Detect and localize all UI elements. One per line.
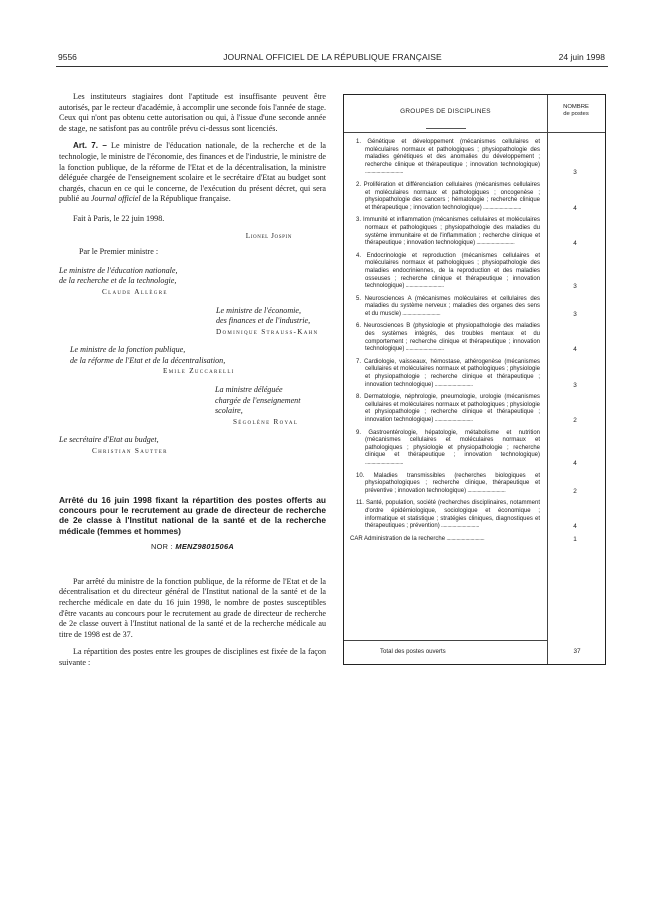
discipline-group: 10. Maladies transmissibles (recherches biologiques et physiopathologiques ; recherche clinique, thérapeutique et préventive ; innovation technologique) .............................. <box>356 472 540 494</box>
dot-leader: .............................. <box>433 417 473 423</box>
signature-name: Ségolène Royal <box>233 417 299 426</box>
nor-reference <box>59 542 326 553</box>
table-row <box>344 359 605 389</box>
post-count: 3 <box>573 283 577 291</box>
arrete-paragraph: La répartition des postes entre les groupes de disciplines est fixée de la façon suivante : <box>59 647 326 667</box>
postes-table <box>343 94 606 665</box>
signature-title: Le ministre de l'éducation nationale, <box>59 265 178 275</box>
nor-label: NOR : <box>150 542 173 552</box>
discipline-group: 2. Prolifération et différenciation cellulaires (mécanismes cellulaires et moléculaires normaux et pathologiques ; oncogenèse ; physiopathologie des cancers ; hématologie ; recherche clinique et thérapeutique ; innovation technologique) .............................. <box>356 181 540 211</box>
discipline-group: 8. Dermatologie, néphrologie, pneumologie, urologie (mécanismes cellulaires et moléculaires normaux et pathologiques ; physiologie et physiopathologie ; recherche clinique et thérapeutique ; innovation technologique) .............................. <box>356 394 540 423</box>
left-column <box>59 92 326 676</box>
post-count: 4 <box>573 523 577 531</box>
table-row <box>344 182 605 212</box>
article-7-end: de la République française. <box>142 194 231 204</box>
arrete-body <box>59 577 326 669</box>
total-value: 37 <box>573 648 581 655</box>
column-header-count-line: NOMBRE <box>563 104 589 110</box>
journal-officiel-ref: Journal officiel <box>90 194 141 204</box>
signature-budget <box>59 435 326 456</box>
article-7-label: Art. 7. – <box>73 141 107 151</box>
signature-title: Le ministre de la fonction publique, <box>70 345 186 355</box>
dot-leader: .............................. <box>404 346 444 353</box>
publication-date: 24 juin 1998 <box>558 52 605 62</box>
dot-leader: .............................. <box>466 487 506 494</box>
dot-leader: .............................. <box>365 459 404 466</box>
table-row <box>344 139 605 177</box>
signature-title: des finances et de l'industrie, <box>216 316 311 326</box>
post-count: 4 <box>573 240 577 248</box>
post-count: 3 <box>573 381 577 389</box>
signature-name: Claude Allègre <box>102 287 168 296</box>
header-rule <box>56 66 608 67</box>
discipline-group: 1. Génétique et développement (mécanismes cellulaires et moléculaires normaux et pathologiques ; physiopathologie des maladies génétiques et des anomalies du développement ; recherche clinique et thérapeutique ; innovation technologique) .............................. <box>356 139 540 176</box>
post-count: 4 <box>573 346 577 354</box>
dot-leader: .............................. <box>404 283 444 290</box>
dot-leader: .............................. <box>401 310 441 317</box>
table-row <box>344 394 605 424</box>
table-row <box>344 430 605 468</box>
nor-code: MENZ9801506A <box>175 542 235 552</box>
discipline-group: CAR Administration de la recherche .............................. <box>350 535 485 542</box>
table-row <box>344 217 605 247</box>
table-row <box>344 296 605 319</box>
dot-leader: .............................. <box>445 535 485 542</box>
table-row <box>344 500 605 530</box>
signature-title: chargée de l'enseignement scolaire, <box>215 395 301 416</box>
dot-leader: .............................. <box>433 381 473 388</box>
post-count: 3 <box>573 310 577 318</box>
discipline-group: 5. Neurosciences A (mécanismes moléculaires et cellulaires des maladies du système nerveux ; maladies des organes des sens et du muscle) .............................. <box>356 295 540 317</box>
discipline-group: 11. Santé, population, société (recherches disciplinaires, notamment d'ordre épidémiologique, sociologique et économique ; informatique et statistique ; stratégies cliniques, diagnostiques et thérapeutiques ; prévention) .............................. <box>356 500 540 530</box>
post-count: 4 <box>573 204 577 212</box>
discipline-group: 4. Endocrinologie et reproduction (mécanismes cellulaires et moléculaires normaux et pathologiques ; physiopathologie des maladies endocriniennes, de la reproduction et des maladies osseuses ; recherche clinique et thérapeutique ; innovation technologique) .............................. <box>356 252 540 290</box>
article-7-text: Le ministre de l'éducation nationale, de la recherche et de la technologie, le ministre de l'économie, des finances et de l'industrie, le ministre de la fonction publique, de la réforme de l'Etat et de la décentralisation, la ministre déléguée chargée de l'enseignement scolaire et le secrétaire d'Etat au budget sont chargés, chacun en ce qui le concerne, de l'exécution du présent décret, qui sera publié au <box>59 141 326 204</box>
signature-title: Le secrétaire d'Etat au budget, <box>59 435 159 445</box>
table-row <box>344 253 605 291</box>
signature-fonction-publique <box>59 345 326 377</box>
signature-education <box>59 266 326 298</box>
signature-name: Christian Sautter <box>92 447 168 456</box>
table-row <box>344 473 605 496</box>
arrete-paragraph: Par arrêté du ministre de la fonction publique, de la réforme de l'Etat et de la décentralisation et du directeur général de l'Institut national de la santé et de la recherche médicale en date du 16 juin 1998, le nombre de postes susceptibles d'être vacants au concours pour le recrutement au grade de directeur de recherche de 2e classe ouvert à l'Institut national de la santé et de la recherche médicale au titre de 1998 est de 37. <box>59 576 326 639</box>
signature-title: Le ministre de l'économie, <box>216 305 302 315</box>
total-rule <box>344 640 547 641</box>
signature-economie <box>59 306 326 338</box>
dot-leader: .............................. <box>365 169 404 176</box>
post-count: 2 <box>573 417 577 424</box>
table-row <box>344 323 605 353</box>
discipline-group: 7. Cardiologie, vaisseaux, hémostase, athérogenèse (mécanismes cellulaires et moléculaires normaux et pathologiques ; physiologie et physiopathologie ; recherche clinique et thérapeutique ; innovation technologique) .............................. <box>356 358 540 388</box>
discipline-group: 3. Immunité et inflammation (mécanismes cellulaires et moléculaires normaux et pathologiques ; physiopathologie des maladies du système immunitaire et de l'inflammation ; recherche clinique et thérapeutique ; innovation technologique) .............................. <box>356 217 540 247</box>
paragraph-stagiaires: Les instituteurs stagiaires dont l'aptitude est insuffisante peuvent être autorisés, par le recteur d'académie, à accomplir une seconde fois l'année de stage. Ceux qui n'ont pas obtenu cette autorisation ou qui, à l'issue d'une seconde année de stage, ne satisfont pas au contrôle prévu ci-dessus sont licenciés. <box>59 92 326 133</box>
discipline-group: 6. Neurosciences B (physiologie et physiopathologie des maladies des systèmes intégrés, des troubles mentaux et du comportement ; recherche clinique et thérapeutique ; innovation technologique) .............................. <box>356 323 540 353</box>
table-row <box>344 536 605 544</box>
header-underline <box>426 128 466 129</box>
article-7 <box>59 141 326 205</box>
post-count: 4 <box>573 459 577 467</box>
table-header <box>344 95 605 133</box>
post-count: 1 <box>573 535 577 543</box>
dot-leader: .............................. <box>475 240 515 247</box>
arrete-title: Arrêté du 16 juin 1998 fixant la répartition des postes offerts au concours pour le recrutement au grade de directeur de recherche de 2e classe à l'Institut national de la santé et de la recherche médicale (femmes et hommes) <box>59 494 326 536</box>
column-header-count-line: de postes <box>563 111 589 117</box>
prime-minister-label: Par le Premier ministre : <box>79 247 159 257</box>
total-label: Total des postes ouverts <box>380 648 446 655</box>
page-number: 9556 <box>58 52 77 62</box>
signature-name: Emile Zuccarelli <box>163 367 235 376</box>
journal-title: JOURNAL OFFICIEL DE LA RÉPUBLIQUE FRANÇAISE <box>223 52 442 62</box>
signature-date: Fait à Paris, le 22 juin 1998. <box>73 213 165 223</box>
column-header-groups: GROUPES DE DISCIPLINES <box>400 108 491 115</box>
dot-leader: .............................. <box>481 204 522 211</box>
dot-leader: .............................. <box>439 523 479 530</box>
signature-name: Dominique Strauss-Kahn <box>216 327 319 336</box>
prime-minister-name: Lionel Jospin <box>245 231 292 240</box>
signature-title: La ministre déléguée <box>215 385 283 395</box>
signature-title: de la réforme de l'Etat et de la décentralisation, <box>70 355 226 365</box>
signature-title: de la recherche et de la technologie, <box>59 276 177 286</box>
table-rows <box>344 139 605 548</box>
discipline-group: 9. Gastroentérologie, hépatologie, métabolisme et nutrition (mécanismes cellulaires et moléculaires normaux et pathologiques ; physiologie et physiopathologie ; recherche clinique et thérapeutique ; innovation technologique) .............................. <box>356 429 540 466</box>
signature-enseignement <box>59 385 326 427</box>
column-header-count <box>547 104 605 118</box>
post-count: 3 <box>573 169 577 177</box>
post-count: 2 <box>573 487 577 495</box>
